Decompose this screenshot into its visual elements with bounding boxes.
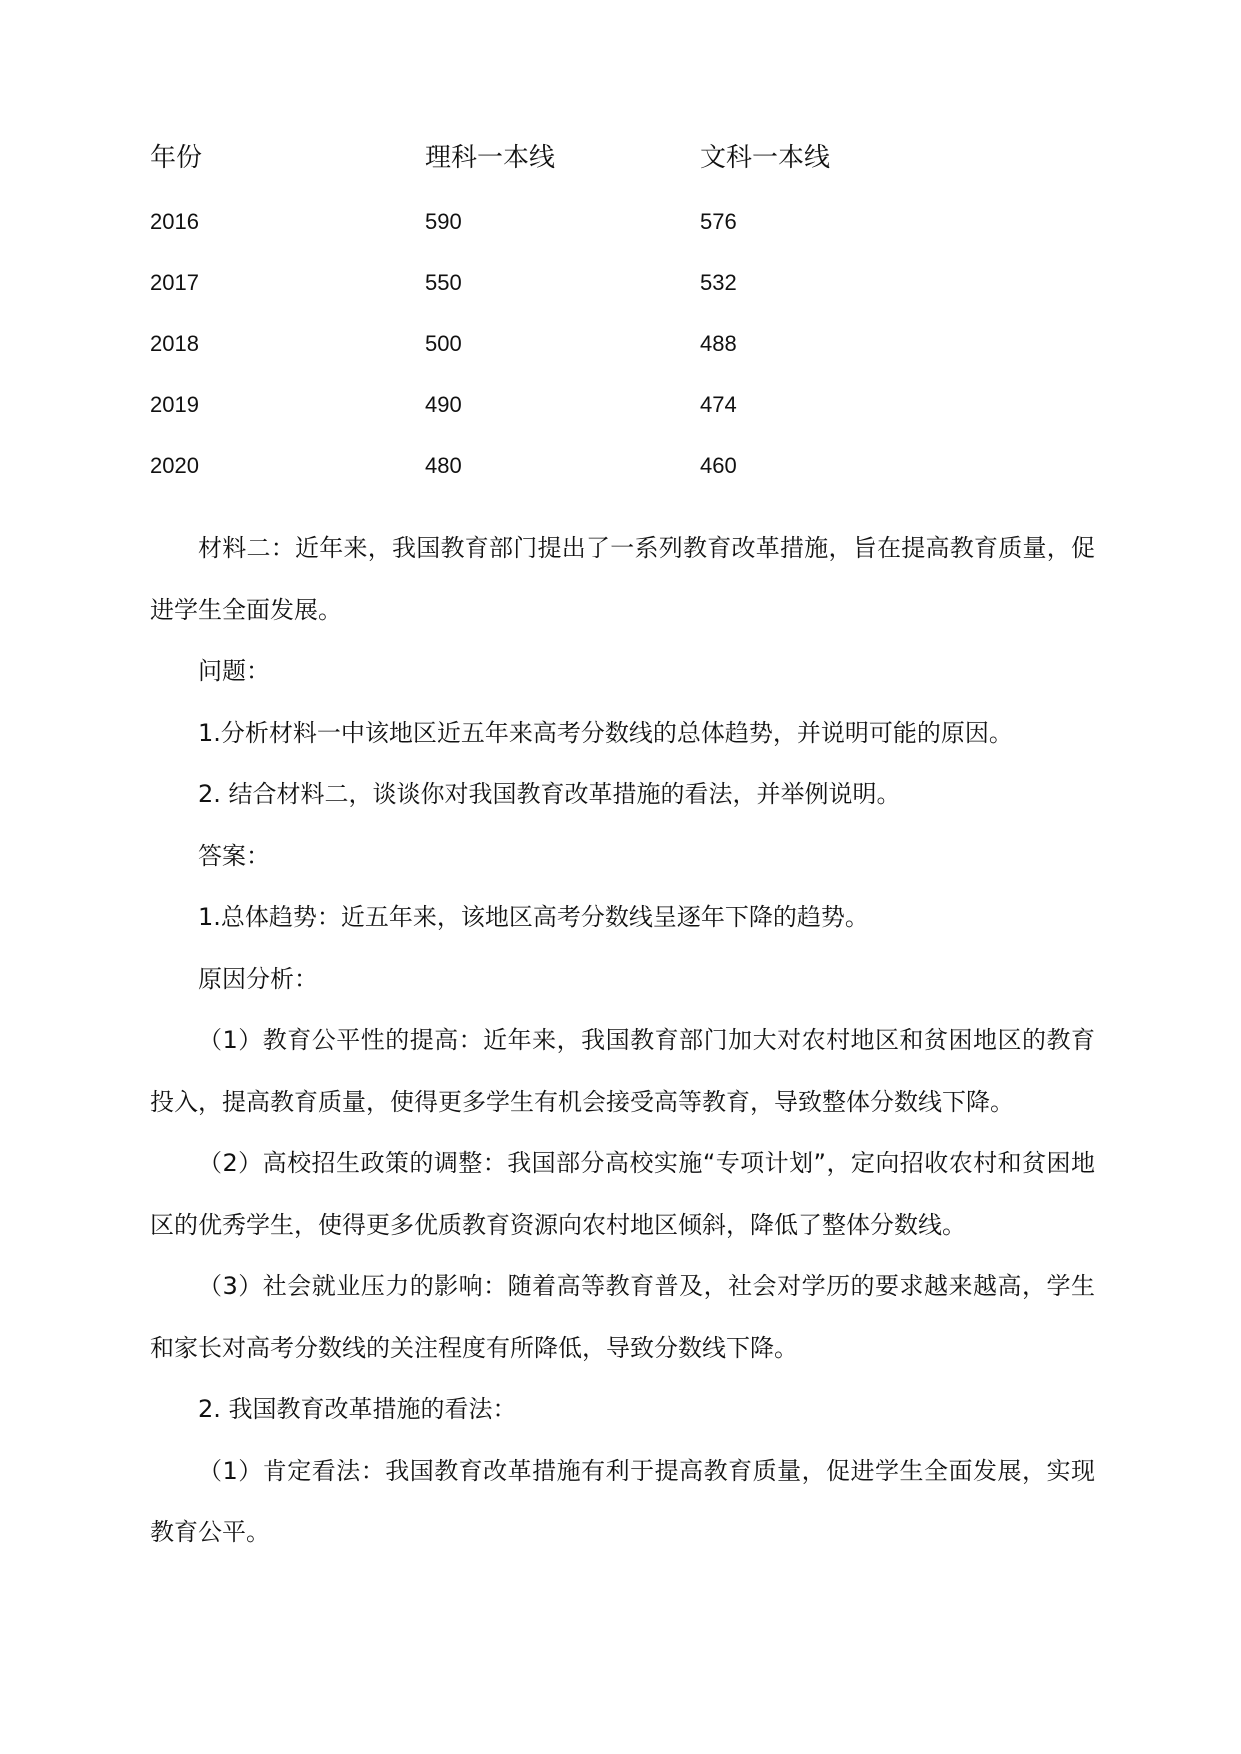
answer-two-label: 2. 我国教育改革措施的看法： (198, 1395, 517, 1423)
cell-science: 500 (425, 331, 462, 356)
table-row (150, 209, 850, 270)
cell-science: 490 (425, 392, 462, 417)
table-row (150, 392, 850, 453)
cell-year: 2020 (150, 453, 199, 478)
reason-two: （2）高校招生政策的调整：我国部分高校实施“专项计划”，定向招收农村和贫困地区的优秀学生，使得更多优质教育资源向农村地区倾斜，降低了整体分数线。 (150, 1149, 1095, 1239)
reason-three: （3）社会就业压力的影响：随着高等教育普及，社会对学历的要求越来越高，学生和家长对高考分数线的关注程度有所降低，导致分数线下降。 (150, 1272, 1095, 1362)
reason-analysis-label: 原因分析： (198, 964, 318, 993)
cell-science: 590 (425, 209, 462, 234)
cell-arts: 460 (700, 453, 737, 478)
view-one: （1）肯定看法：我国教育改革措施有利于提高教育质量，促进学生全面发展，实现教育公平。 (150, 1456, 1095, 1546)
table-row (150, 331, 850, 392)
table-header-row (150, 145, 850, 209)
question-two: 2. 结合材料二，谈谈你对我国教育改革措施的看法，并举例说明。 (198, 780, 901, 808)
header-science-line: 理科一本线 (425, 143, 556, 173)
cell-science: 480 (425, 453, 462, 478)
cell-science: 550 (425, 270, 462, 295)
cell-year: 2018 (150, 331, 199, 356)
answer-one-trend: 1.总体趋势：近五年来，该地区高考分数线呈逐年下降的趋势。 (198, 903, 869, 931)
question-one: 1.分析材料一中该地区近五年来高考分数线的总体趋势，并说明可能的原因。 (198, 718, 1013, 747)
reason-one: （1）教育公平性的提高：近年来，我国教育部门加大对农村地区和贫困地区的教育投入，提高教育质量，使得更多学生有机会接受高等教育，导致整体分数线下降。 (150, 1026, 1095, 1116)
header-year: 年份 (150, 143, 203, 173)
table-row (150, 270, 850, 331)
material-two-paragraph: 材料二：近年来，我国教育部门提出了一系列教育改革措施，旨在提高教育质量，促进学生全面发展。 (150, 534, 1095, 624)
score-line-table (150, 145, 850, 514)
cell-year: 2016 (150, 209, 199, 234)
table-row (150, 453, 850, 514)
cell-year: 2017 (150, 270, 199, 295)
cell-arts: 474 (700, 392, 737, 417)
body-text (150, 518, 1095, 1564)
header-arts-line: 文科一本线 (700, 143, 831, 173)
cell-arts: 488 (700, 331, 737, 356)
cell-arts: 576 (700, 209, 737, 234)
cell-year: 2019 (150, 392, 199, 417)
cell-arts: 532 (700, 270, 737, 295)
answer-label: 答案： (198, 841, 270, 870)
questions-label: 问题： (198, 657, 270, 685)
